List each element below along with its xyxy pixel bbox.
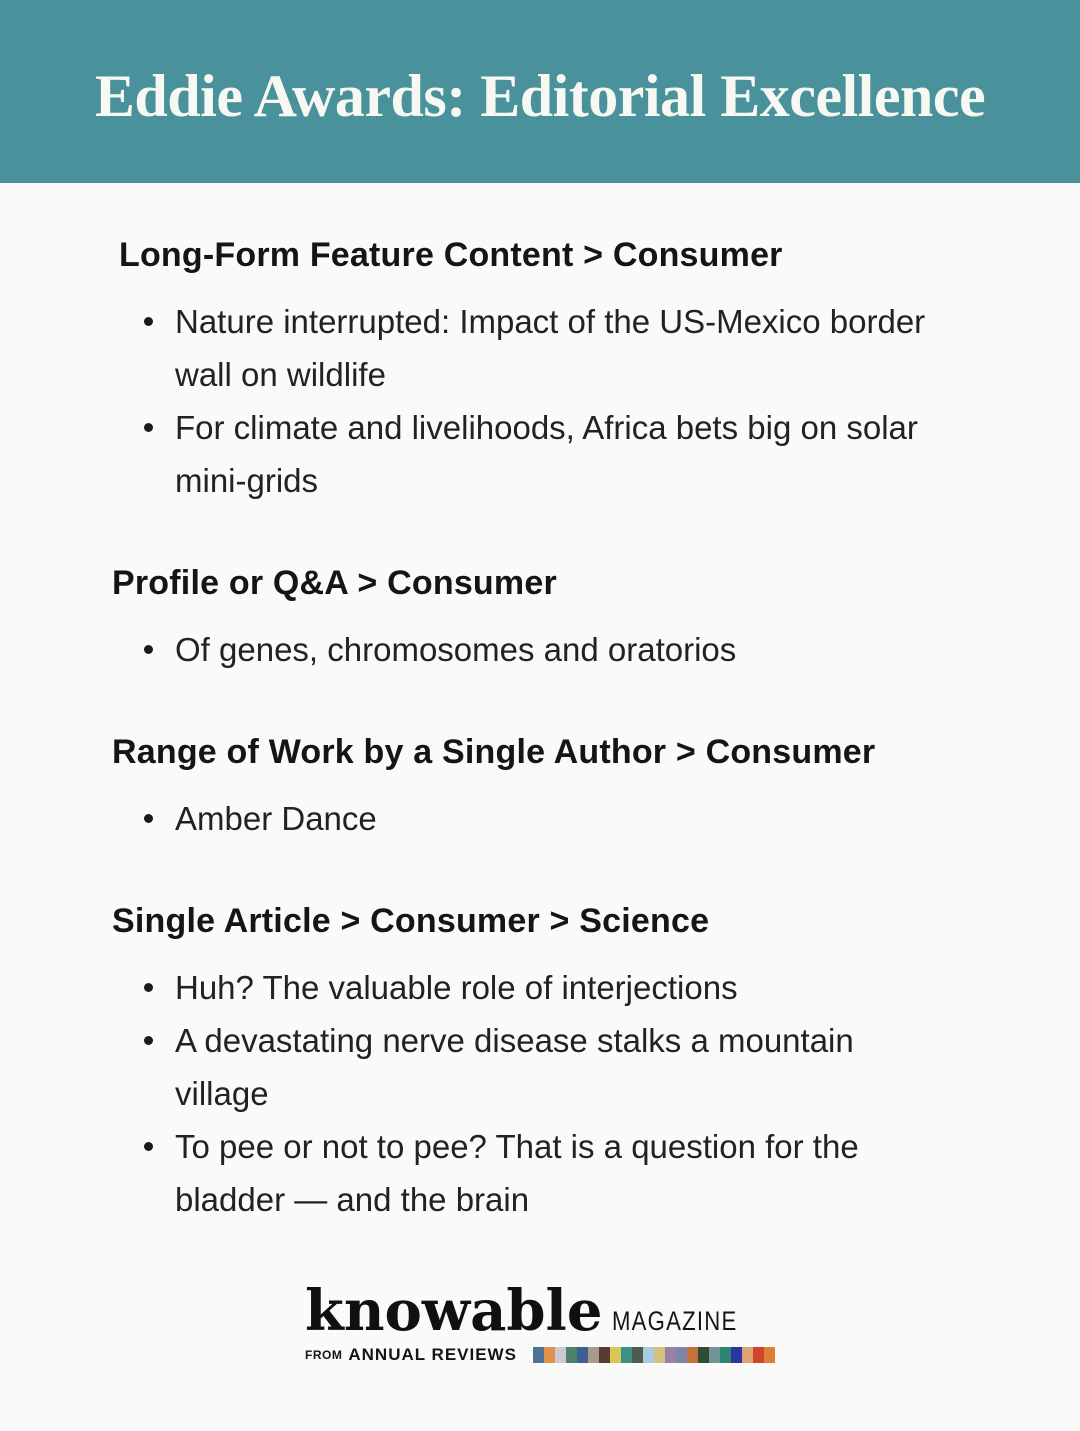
bullet-icon [144,1036,153,1045]
stripe-color-block [566,1347,577,1363]
award-sections-container [112,236,1010,1226]
list-item [112,401,950,507]
stripe-color-block [676,1347,687,1363]
award-section [112,564,1010,676]
stripe-color-block [753,1347,764,1363]
award-items-list [112,623,1010,676]
stripe-color-block [709,1347,720,1363]
stripe-color-block [544,1347,555,1363]
award-items-list [112,961,1010,1226]
stripe-color-block [643,1347,654,1363]
stripe-color-block [632,1347,643,1363]
award-items-list [112,295,1010,507]
bullet-icon [144,1142,153,1151]
logo-tagline-row [305,1345,775,1365]
stripe-color-block [720,1347,731,1363]
article-title: A devastating nerve disease stalks a mountain village [175,1022,854,1112]
list-item [112,1014,950,1120]
award-section [112,236,1010,507]
stripe-color-block [654,1347,665,1363]
stripe-color-block [599,1347,610,1363]
article-title: Nature interrupted: Impact of the US-Mexico border wall on wildlife [175,303,926,393]
awards-list [0,183,1080,1283]
award-category-heading: Long-Form Feature Content > Consumer [119,236,783,274]
page-title: Eddie Awards: Editorial Excellence [94,63,986,129]
award-category-heading: Range of Work by a Single Author > Consumer [112,733,876,771]
article-title: Huh? The valuable role of interjections [175,969,738,1006]
stripe-color-block [577,1347,588,1363]
color-stripe [533,1347,775,1363]
list-item [112,1120,950,1226]
footer [0,1278,1080,1431]
stripe-color-block [742,1347,753,1363]
list-item [112,623,950,676]
header-banner [0,0,1080,183]
stripe-color-block [687,1347,698,1363]
award-category-heading: Single Article > Consumer > Science [112,902,710,940]
stripe-color-block [731,1347,742,1363]
stripe-color-block [665,1347,676,1363]
bullet-icon [144,645,153,654]
list-item [112,295,950,401]
bullet-icon [144,814,153,823]
bullet-icon [144,317,153,326]
logo-magazine-label: MAGAZINE [612,1306,738,1336]
stripe-color-block [764,1347,775,1363]
award-category-heading: Profile or Q&A > Consumer [112,564,557,602]
list-item [112,961,950,1014]
stripe-color-block [588,1347,599,1363]
knowable-magazine-logo [305,1278,775,1365]
logo-annual-reviews-label: ANNUAL REVIEWS [348,1345,517,1364]
logo-wordmark-row [305,1278,775,1344]
list-item [112,792,950,845]
article-title: To pee or not to pee? That is a question for the bladder — and the brain [175,1128,859,1218]
award-items-list [112,792,1010,845]
bullet-icon [144,423,153,432]
article-title: Amber Dance [175,800,377,837]
stripe-color-block [555,1347,566,1363]
bullet-icon [144,983,153,992]
logo-from-label: FROM [305,1348,343,1362]
award-section [112,902,1010,1226]
article-title: Of genes, chromosomes and oratorios [175,631,737,668]
stripe-color-block [621,1347,632,1363]
article-title: For climate and livelihoods, Africa bets big on solar mini-grids [175,409,918,499]
stripe-color-block [698,1347,709,1363]
stripe-color-block [533,1347,544,1363]
award-section [112,733,1010,845]
stripe-color-block [610,1347,621,1363]
logo-wordmark: knowable [305,1278,603,1344]
